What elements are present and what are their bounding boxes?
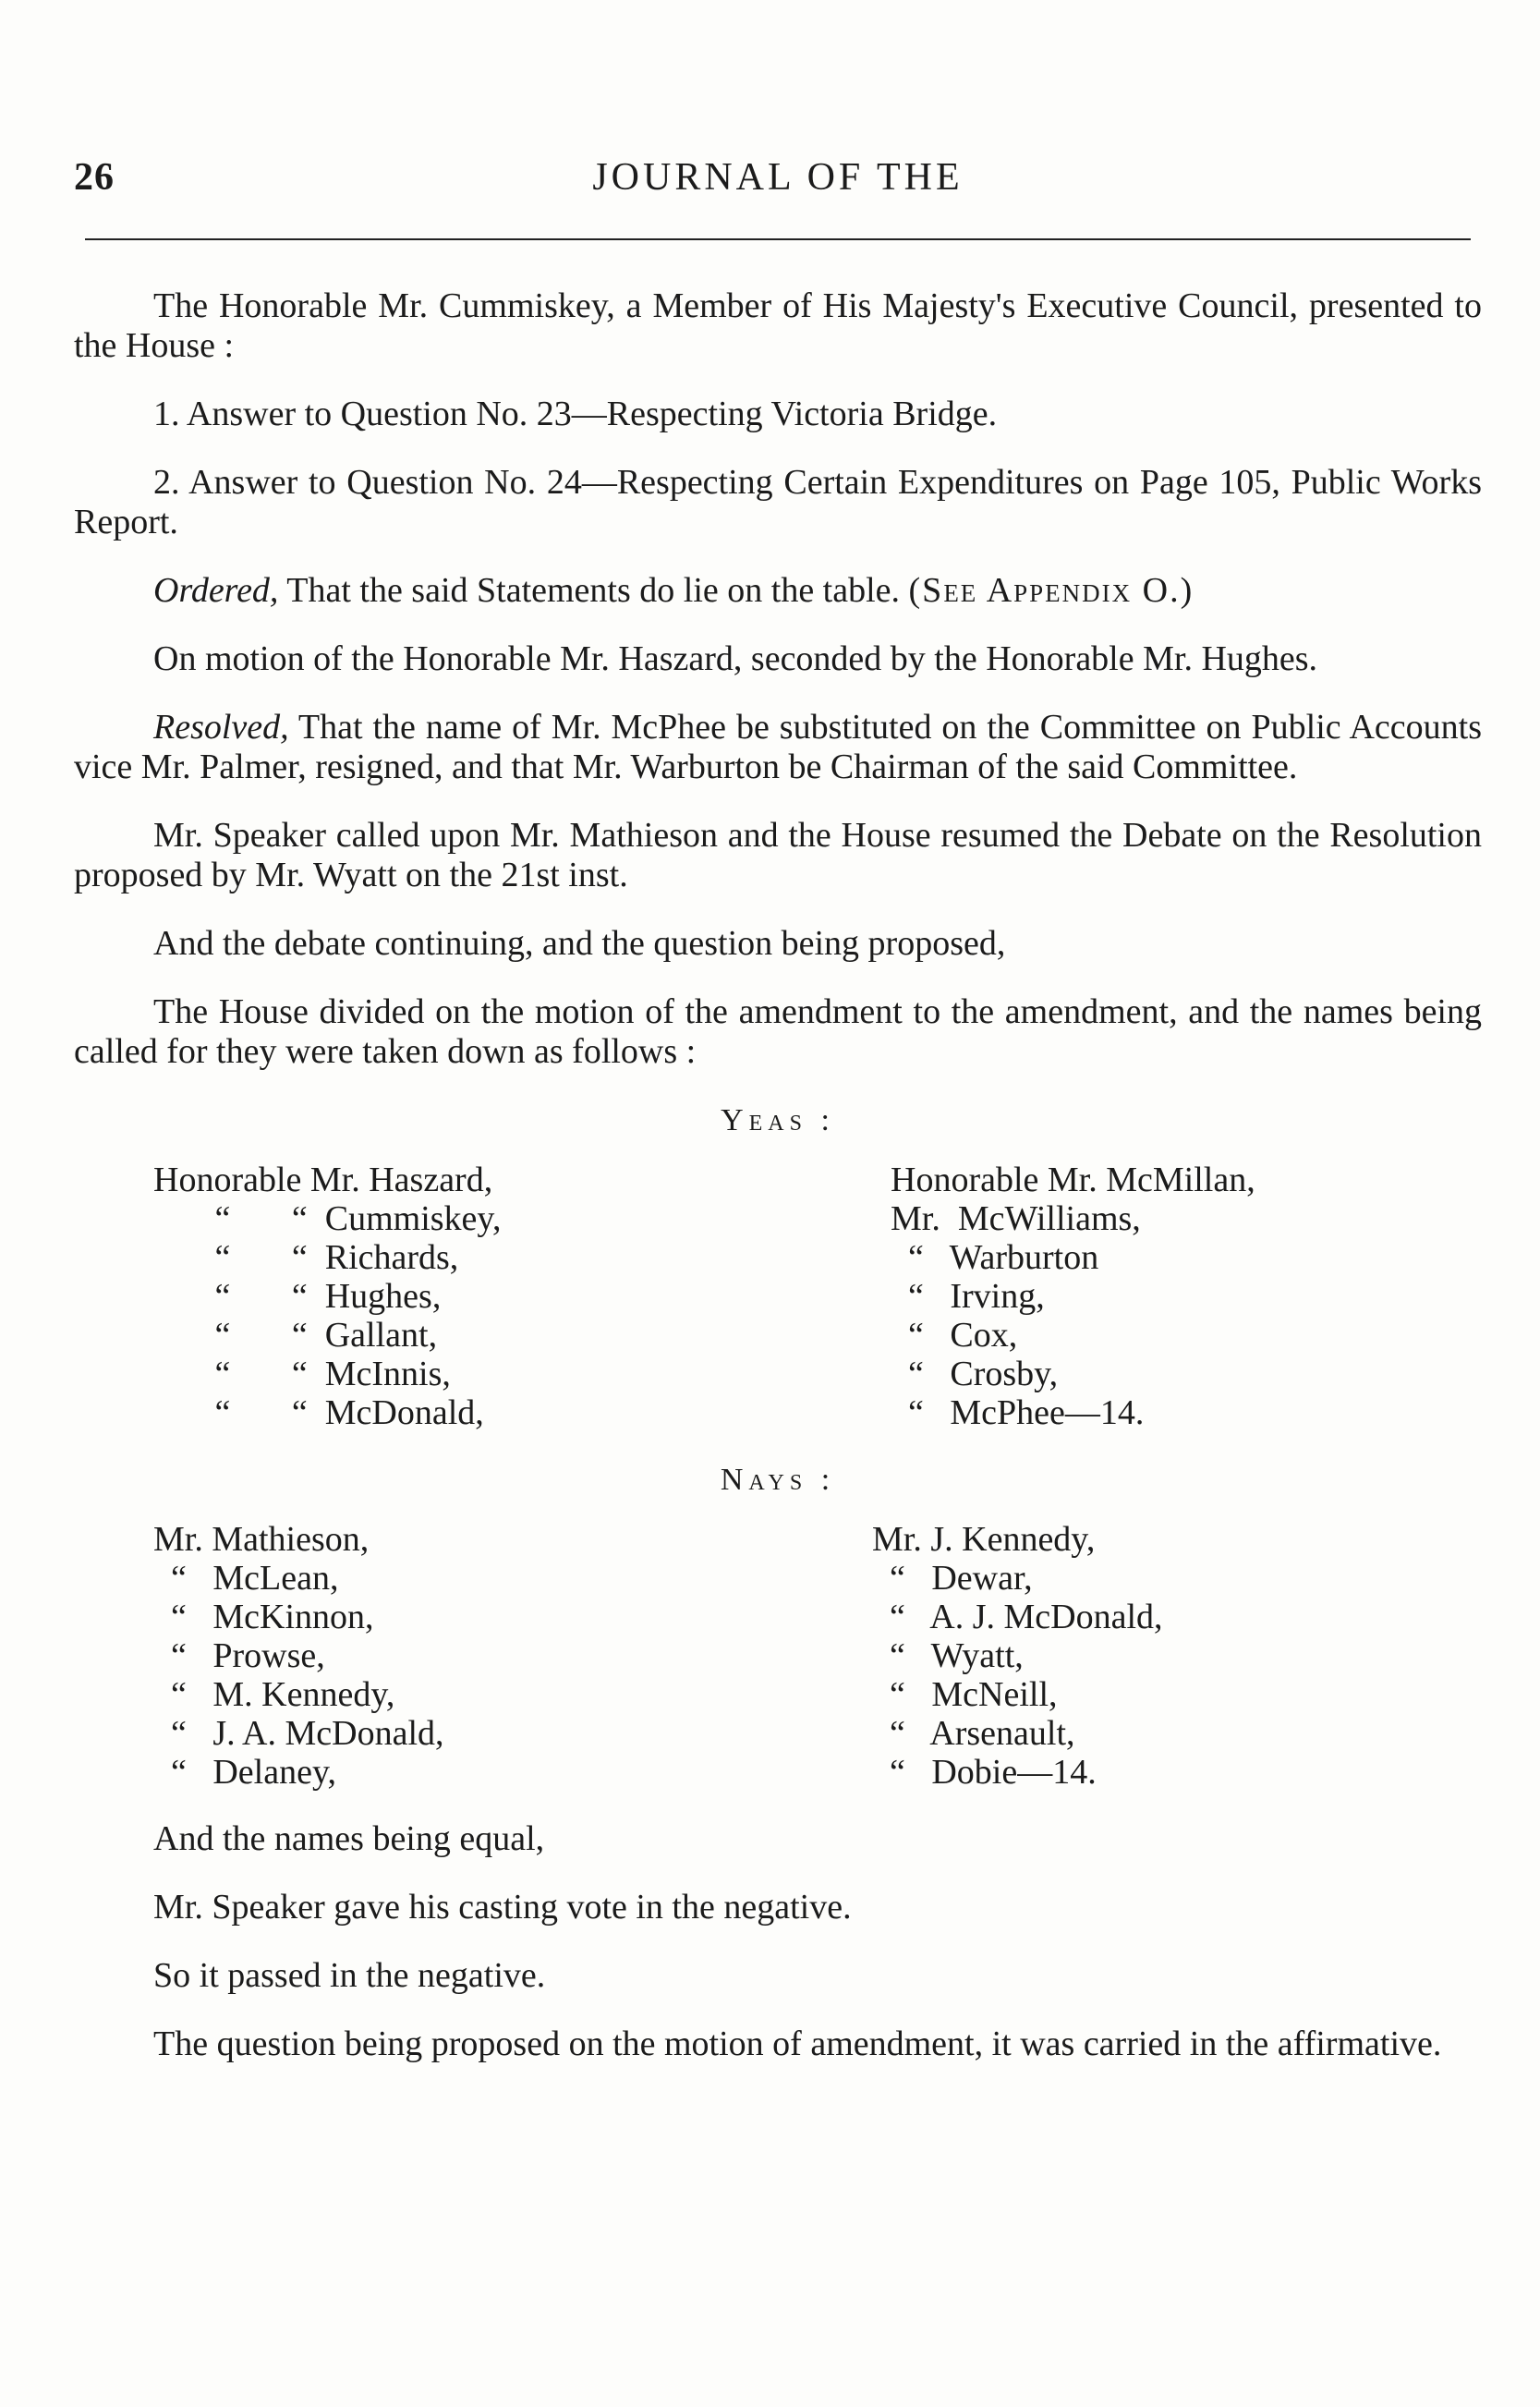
member-name: “ “ Gallant, xyxy=(153,1316,438,1355)
paragraph-divided: The House divided on the motion of the amendment to the amendment, and the names being called for they were taken down as follows : xyxy=(74,992,1482,1071)
member-name: Mr. McWilliams, xyxy=(891,1199,1141,1238)
journal-page xyxy=(74,0,1482,2407)
yeas-columns xyxy=(74,1161,1482,1432)
member-name: “ McNeill, xyxy=(872,1675,1058,1714)
answer-item-1: 1. Answer to Question No. 23—Respecting Victoria Bridge. xyxy=(153,395,998,433)
yeas-left-list xyxy=(153,1161,726,1432)
paragraph-resolved xyxy=(74,708,1482,787)
member-name: “ Wyatt, xyxy=(872,1636,1024,1675)
member-name: “ Prowse, xyxy=(153,1636,325,1675)
paragraph-names-equal: And the names being equal, xyxy=(153,1819,545,1858)
member-name: “ Delaney, xyxy=(153,1753,336,1792)
member-name: “ Dewar, xyxy=(872,1559,1033,1598)
appendix-reference: (See Appendix O.) xyxy=(908,571,1194,610)
nays-heading: Nays : xyxy=(720,1463,836,1497)
member-name: “ Crosby, xyxy=(891,1355,1059,1393)
member-name: “ Arsenault, xyxy=(872,1714,1075,1753)
member-name: Mr. J. Kennedy, xyxy=(872,1520,1096,1559)
member-name: “ “ Hughes, xyxy=(153,1277,442,1316)
paragraph-debate: And the debate continuing, and the question being proposed, xyxy=(153,924,1006,963)
member-name: “ Cox, xyxy=(891,1316,1018,1355)
journal-body xyxy=(74,286,1482,2093)
page-number: 26 xyxy=(74,156,115,199)
paragraph-casting-vote: Mr. Speaker gave his casting vote in the negative. xyxy=(153,1888,852,1927)
running-title: JOURNAL OF THE xyxy=(592,156,964,199)
paragraph-motion: On motion of the Honorable Mr. Haszard, seconded by the Honorable Mr. Hughes. xyxy=(153,639,1318,678)
resolved-text: That the name of Mr. McPhee be substituted on the Committee on Public Accounts vice Mr. Palmer, resigned, and that Mr. Warburton be Chairman of the said Committee. xyxy=(74,708,1482,786)
paragraph-presented: The Honorable Mr. Cummiskey, a Member of His Majesty's Executive Council, presented to the House : xyxy=(74,286,1482,365)
nays-columns xyxy=(74,1520,1482,1792)
yeas-right-list xyxy=(891,1161,1408,1432)
member-name: Honorable Mr. Haszard, xyxy=(153,1161,493,1199)
member-name: Honorable Mr. McMillan, xyxy=(891,1161,1255,1199)
member-name: “ “ Cummiskey, xyxy=(153,1199,502,1238)
member-name: “ “ McDonald, xyxy=(153,1393,484,1432)
member-name: “ McPhee—14. xyxy=(891,1393,1145,1432)
paragraph-passed-negative: So it passed in the negative. xyxy=(153,1956,546,1995)
header-rule xyxy=(85,238,1471,240)
member-name: “ McLean, xyxy=(153,1559,339,1598)
member-name: “ McKinnon, xyxy=(153,1598,374,1636)
paragraph-ordered xyxy=(74,571,1482,611)
member-name: Mr. Mathieson, xyxy=(153,1520,370,1559)
paragraph-speaker-called: Mr. Speaker called upon Mr. Mathieson and the House resumed the Debate on the Resolution proposed by Mr. Wyatt on the 21st inst. xyxy=(74,816,1482,894)
member-name: “ Warburton xyxy=(891,1238,1099,1277)
resolved-label: Resolved, xyxy=(153,708,289,747)
yeas-heading: Yeas : xyxy=(721,1103,835,1137)
member-name: “ J. A. McDonald, xyxy=(153,1714,444,1753)
member-name: “ A. J. McDonald, xyxy=(872,1598,1163,1636)
member-name: “ Dobie—14. xyxy=(872,1753,1097,1792)
ordered-text: That the said Statements do lie on the table. xyxy=(278,571,909,610)
page-header xyxy=(74,155,1482,211)
member-name: “ “ McInnis, xyxy=(153,1355,451,1393)
member-name: “ M. Kennedy, xyxy=(153,1675,395,1714)
answer-item-2: 2. Answer to Question No. 24—Respecting Certain Expenditures on Page 105, Public Works Report. xyxy=(74,463,1482,541)
member-name: “ Irving, xyxy=(891,1277,1045,1316)
nays-right-list xyxy=(872,1520,1426,1792)
nays-left-list xyxy=(153,1520,726,1792)
ordered-label: Ordered, xyxy=(153,571,279,610)
paragraph-carried: The question being proposed on the motion of amendment, it was carried in the affirmative. xyxy=(153,2024,1442,2063)
member-name: “ “ Richards, xyxy=(153,1238,459,1277)
